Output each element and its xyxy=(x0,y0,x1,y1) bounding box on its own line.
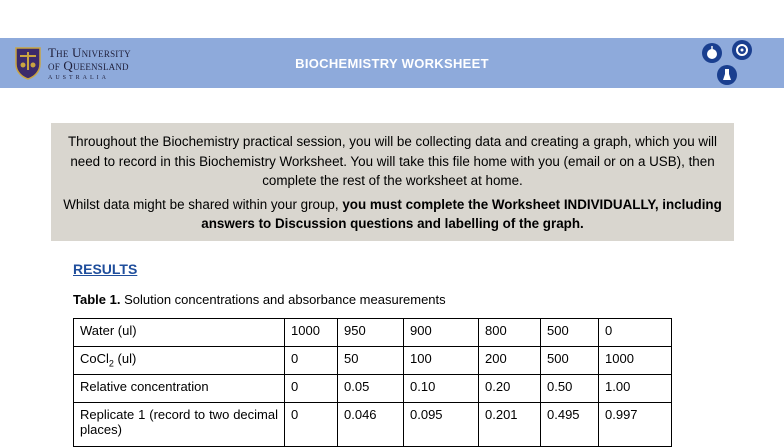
table-cell: 950 xyxy=(338,319,404,347)
row-label-text: CoCl xyxy=(80,351,109,366)
row-label xyxy=(74,347,285,375)
table-cell: 500 xyxy=(541,319,599,347)
table-cell: 0 xyxy=(285,375,338,403)
flask-icon xyxy=(717,65,737,85)
row-label: Replicate 1 (record to two decimal places) xyxy=(74,403,285,447)
table-cell: 0.20 xyxy=(479,375,541,403)
table-cell: 100 xyxy=(404,347,479,375)
worksheet-title: BIOCHEMISTRY WORKSHEET xyxy=(295,56,489,71)
university-country: AUSTRALIA xyxy=(48,74,109,81)
table-cell: 0.05 xyxy=(338,375,404,403)
instructions-paragraph-1: Throughout the Biochemistry practical session, you will be collecting data and creating a graph, which you will need to record in this Biochemistry Worksheet. You will take this file home with you (email or on a USB), then complete the rest of the worksheet at home. xyxy=(67,134,718,188)
table-cell: 200 xyxy=(479,347,541,375)
row-label: Relative concentration xyxy=(74,375,285,403)
table-cell: 0.095 xyxy=(404,403,479,447)
table-cell: 0.50 xyxy=(541,375,599,403)
table-cell: 0.997 xyxy=(599,403,672,447)
header-banner xyxy=(0,38,784,88)
table-cell: 50 xyxy=(338,347,404,375)
row-label: Water (ul) xyxy=(74,319,285,347)
row-label-unit: (ul) xyxy=(113,351,137,366)
table-cell: 0.495 xyxy=(541,403,599,447)
instructions-bold-text: you must complete the Worksheet INDIVIDUALLY, including answers to Discussion questions and labelling of the graph. xyxy=(201,196,722,231)
cell-icon xyxy=(732,40,752,60)
table-row-cocl2 xyxy=(74,347,672,375)
table-row-replicate-1 xyxy=(74,403,672,447)
table-cell: 0 xyxy=(285,347,338,375)
instructions-paragraph-2 xyxy=(61,195,724,234)
university-name-line1: The University xyxy=(48,44,131,60)
table-cell: 0 xyxy=(599,319,672,347)
table-cell: 900 xyxy=(404,319,479,347)
table-cell: 800 xyxy=(479,319,541,347)
biochem-icons xyxy=(700,40,758,86)
table-cell: 0.046 xyxy=(338,403,404,447)
table-cell: 500 xyxy=(541,347,599,375)
table-cell: 1.00 xyxy=(599,375,672,403)
instructions-box xyxy=(51,123,734,241)
row-label-subscript: 2 xyxy=(108,358,114,369)
table-row-relative-concentration xyxy=(74,375,672,403)
apple-icon xyxy=(702,43,722,63)
absorbance-table xyxy=(73,318,672,447)
table-cell: 1000 xyxy=(285,319,338,347)
table-row-water xyxy=(74,319,672,347)
table-caption-text: Solution concentrations and absorbance measurements xyxy=(120,292,446,307)
table-cell: 1000 xyxy=(599,347,672,375)
table-caption xyxy=(73,292,446,307)
table-cell: 0.201 xyxy=(479,403,541,447)
instructions-plain-text: Whilst data might be shared within your group, xyxy=(63,196,343,212)
results-heading: RESULTS xyxy=(73,261,138,277)
table-caption-label: Table 1. xyxy=(73,292,121,307)
table-cell: 0.10 xyxy=(404,375,479,403)
university-name-line2: of Queensland xyxy=(48,57,129,73)
table-cell: 0 xyxy=(285,403,338,447)
